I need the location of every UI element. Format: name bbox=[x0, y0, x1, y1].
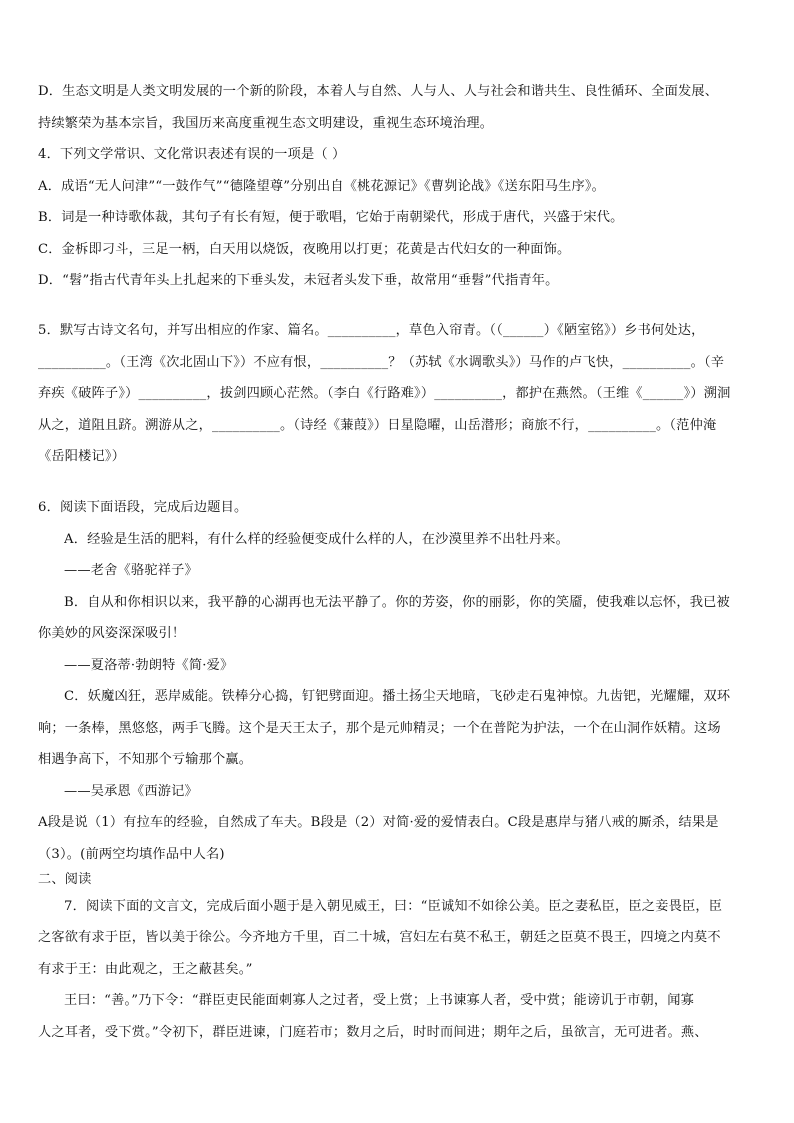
q4-option-d: D．“髫”指古代青年头上扎起来的下垂头发，未冠者头发下垂，故常用“垂髫”代指青年。 bbox=[38, 273, 559, 288]
q6-passage-c-line3: 相遇争高下，不知那个亏输那个赢。 bbox=[38, 752, 253, 767]
q3-option-d-line1: D．生态文明是人类文明发展的一个新的阶段，本着人与自然、人与人、人与社会和谐共生、良性循环、全面发展、 bbox=[38, 84, 719, 99]
q6-passage-b-source: ——夏洛蒂·勃朗特《简·爱》 bbox=[64, 658, 234, 673]
q6-answer-line2: （3）。(前两空均填作品中人名) bbox=[38, 847, 225, 862]
q5-line4: 从之，道阻且跻。溯游从之，__________。（诗经《蒹葭》）日星隐曜，山岳潜形；商旅不行，__________。（范仲淹 bbox=[38, 418, 717, 433]
q6-passage-b-line2: 你美妙的风姿深深吸引！ bbox=[38, 626, 186, 641]
q7-line4: 王曰：“善。”乃下令：“群臣吏民能面刺寡人之过者，受上赏；上书谏寡人者，受中赏；能谤讥于市朝，闻寡 bbox=[64, 993, 695, 1008]
q5-line1: 5．默写古诗文名句，并写出相应的作家、篇名。__________，草色入帘青。（（______）《陋室铭》）乡书何处达， bbox=[38, 323, 705, 338]
q4-option-a: A．成语“无人问津”“一鼓作气”“德隆望尊”分别出自《桃花源记》《曹刿论战》《送东阳马生序》。 bbox=[38, 179, 606, 194]
q6-passage-c-line1: C．妖魔凶狂，恶岸威能。铁棒分心捣，钉钯劈面迎。播土扬尘天地暗，飞砂走石鬼神惊。九齿钯，光耀耀，双环 bbox=[64, 689, 731, 704]
q6-passage-a: A．经验是生活的肥料，有什么样的经验便变成什么样的人，在沙漠里养不出牡丹来。 bbox=[64, 532, 570, 547]
q3-option-d-line2: 持续繁荣为基本宗旨，我国历来高度重视生态文明建设，重视生态环境治理。 bbox=[38, 116, 494, 131]
q6-passage-c-line2: 响；一条棒，黑悠悠，两手飞腾。这个是天王太子，那个是元帅精灵；一个在普陀为护法，一个在山洞作妖精。这场 bbox=[38, 721, 721, 736]
q4-stem: 4．下列文学常识、文化常识表述有误的一项是（ ） bbox=[38, 147, 346, 162]
q7-line2: 之客欲有求于臣，皆以美于徐公。今齐地方千里，百二十城，宫妇左右莫不私王，朝廷之臣莫不畏王，四境之内莫不 bbox=[38, 930, 721, 945]
q5-line2: __________。（王湾《次北固山下》）不应有恨，__________？（苏轼《水调歌头》）马作的卢飞快，__________。（辛 bbox=[38, 355, 725, 370]
q4-option-c: C．金柝即刁斗，三足一柄，白天用以烧饭，夜晚用以打更；花黄是古代妇女的一种面饰。 bbox=[38, 242, 571, 257]
q6-answer-line1: A段是说（1）有拉车的经验，自然成了车夫。B段是（2）对简·爱的爱情表白。C段是惠岸与猪八戒的厮杀，结果是 bbox=[38, 815, 719, 830]
q7-line1: 7．阅读下面的文言文，完成后面小题于是入朝见威王，曰：“臣诚知不如徐公美。臣之妻私臣，臣之妾畏臣，臣 bbox=[64, 899, 723, 914]
q6-stem: 6．阅读下面语段，完成后边题目。 bbox=[38, 500, 248, 515]
q6-passage-c-source: ——吴承恩《西游记》 bbox=[64, 784, 198, 799]
q4-option-b: B．词是一种诗歌体裁，其句子有长有短，便于歌唱，它始于南朝梁代，形成于唐代，兴盛于宋代。 bbox=[38, 210, 624, 225]
q5-line3: 弃疾《破阵子》）__________，拔剑四顾心茫然。（李白《行路难》）__________，都护在燕然。（王维《______》）溯洄 bbox=[38, 386, 731, 401]
q6-passage-a-source: ——老舍《骆驼祥子》 bbox=[64, 563, 198, 578]
section-reading-heading: 二、阅读 bbox=[38, 872, 92, 887]
q7-line3: 有求于王：由此观之，王之蔽甚矣。” bbox=[38, 962, 253, 977]
q5-line5: 《岳阳楼记》） bbox=[38, 449, 126, 464]
q6-passage-b-line1: B．自从和你相识以来，我平静的心湖再也无法平静了。你的芳姿，你的丽影，你的笑靥，使我难以忘怀，我已被 bbox=[64, 595, 730, 610]
q7-line5: 人之耳者，受下赏。”令初下，群臣进谏，门庭若市；数月之后，时时而间进；期年之后，虽欲言，无可进者。燕、 bbox=[38, 1025, 708, 1040]
